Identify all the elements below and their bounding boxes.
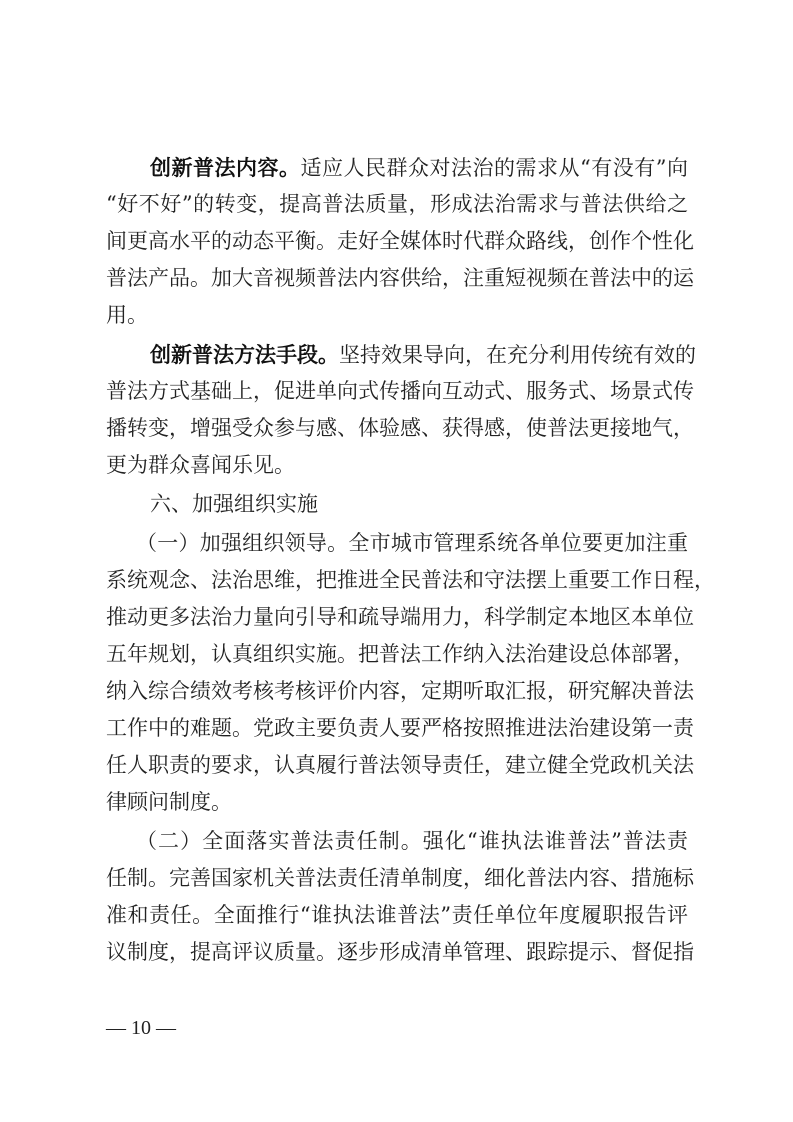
text-line: 系统观念、法治思维，把推进全民普法和守法摆上重要工作日程， <box>106 568 715 592</box>
text-line: 准和责任。全面推行“谁执法谁普法”责任单位年度履职报告评 <box>106 903 688 927</box>
text-line: 律顾问制度。 <box>106 790 232 814</box>
text-line: 工作中的难题。党政主要负责人要严格按照推进法治建设第一责 <box>106 716 694 740</box>
text-line: 更为群众喜闻乐见。 <box>106 453 295 477</box>
text-line: 普法方式基础上，促进单向式传播向互动式、服务式、场景式传 <box>106 379 694 403</box>
paragraph-innovate-content: 创新普法内容。适应人民群众对法治的需求从“有没有”向 “好不好”的转变，提高普法质量，形成法治需求与普法供给之 间更高水平的动态平衡。走好全媒体时代群众路线，创作个性化 普法产品。加大音视频普法内容供给，注重短视频在普法中的运 用。 <box>106 149 688 334</box>
text-line: 间更高水平的动态平衡。走好全媒体时代群众路线，创作个性化 <box>106 229 694 253</box>
text-line: 纳入综合绩效考核考核评价内容，定期听取汇报，研究解决普法 <box>106 679 694 703</box>
text-line: 任人职责的要求，认真履行普法领导责任，建立健全党政机关法 <box>106 753 694 777</box>
text-line: 任制。完善国家机关普法责任清单制度，细化普法内容、措施标 <box>106 866 694 890</box>
text-line: 播转变，增强受众参与感、体验感、获得感，使普法更接地气， <box>106 416 694 440</box>
text-line: 五年规划，认真组织实施。把普法工作纳入法治建设总体部署， <box>106 642 694 666</box>
text-line: （二）全面落实普法责任制。强化“谁执法谁普法”普法责 <box>136 829 688 853</box>
paragraph-lead: 创新普法内容。 <box>150 155 301 180</box>
text-line: （一）加强组织领导。全市城市管理系统各单位要更加注重 <box>136 531 688 555</box>
document-body <box>106 149 715 973</box>
text-line: 用。 <box>106 303 148 327</box>
text-line: 普法产品。加大音视频普法内容供给，注重短视频在普法中的运 <box>106 266 694 290</box>
page-number: — 10 — <box>106 1017 176 1039</box>
paragraph-responsibility-system <box>106 823 694 971</box>
text-line: 议制度，提高评议质量。逐步形成清单管理、跟踪提示、督促指 <box>106 940 694 964</box>
paragraph-innovate-methods: 创新普法方法手段。坚持效果导向，在充分利用传统有效的 普法方式基础上，促进单向式传播向互动式、服务式、场景式传 播转变，增强受众参与感、体验感、获得感，使普法更接地气， 更为群众喜闻乐见。 <box>106 336 688 484</box>
section-heading: 六、加强组织实施 <box>150 492 318 516</box>
paragraph-organization-leadership <box>106 525 715 821</box>
text-line: “好不好”的转变，提高普法质量，形成法治需求与普法供给之 <box>106 192 688 216</box>
text-line: 推动更多法治力量向引导和疏导端用力，科学制定本地区本单位 <box>106 605 694 629</box>
paragraph-lead: 创新普法方法手段。 <box>150 342 339 367</box>
